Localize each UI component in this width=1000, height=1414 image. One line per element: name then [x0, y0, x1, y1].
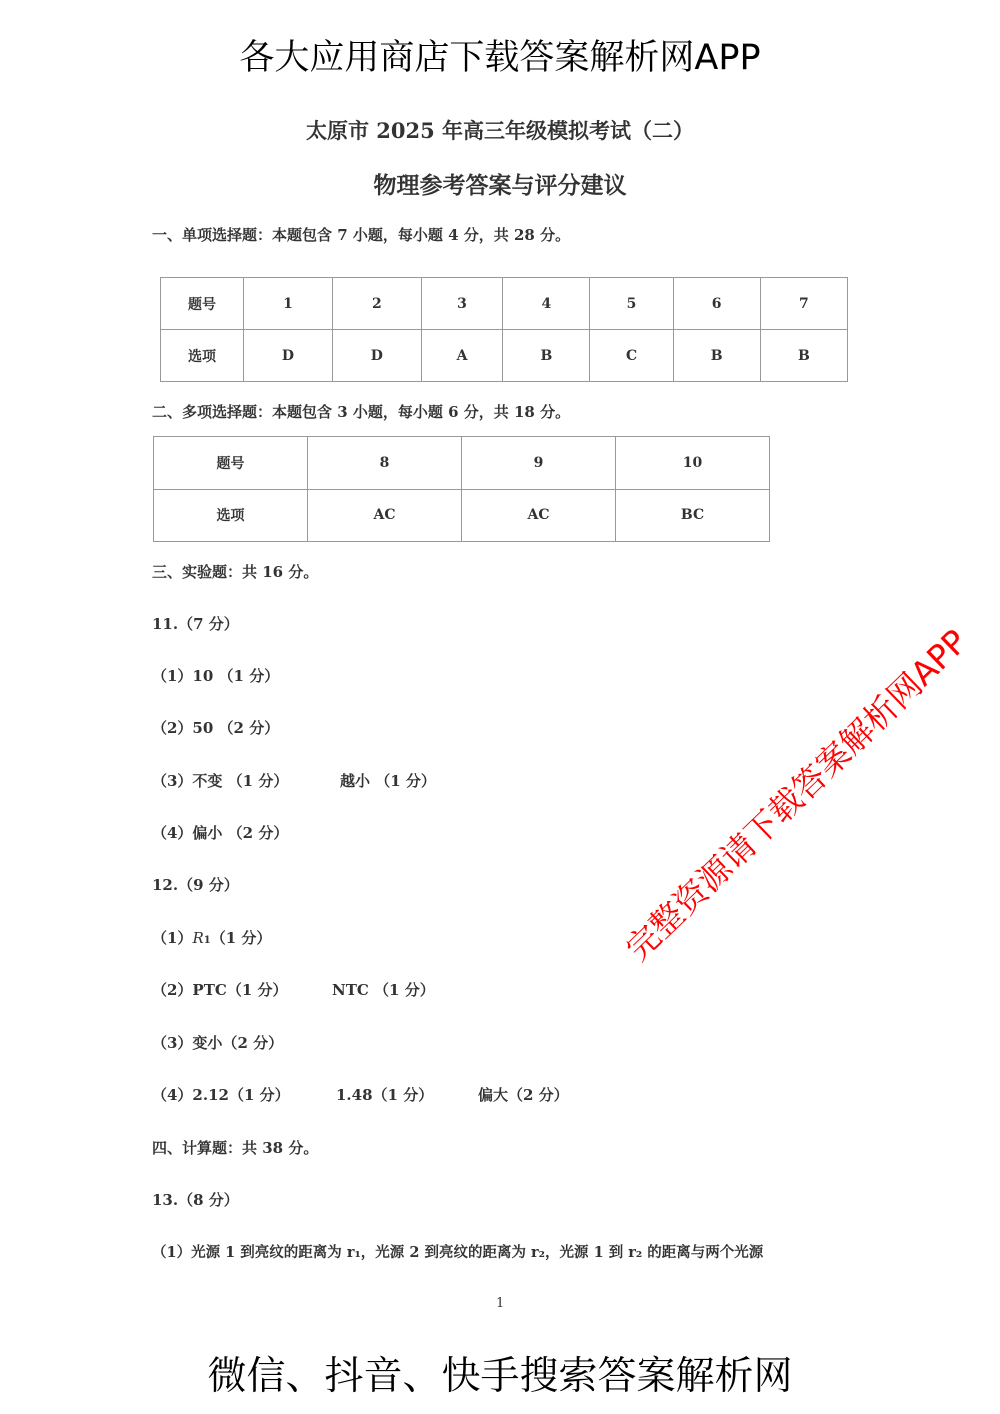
table-cell: A — [421, 330, 502, 382]
variable: R — [192, 929, 204, 947]
q13-title: 13.（8 分） — [152, 1191, 239, 1209]
watermark-app-stores: 各大应用商店下载答案解析网APP — [239, 38, 761, 78]
q12-answer-4c: 偏大（2 分） — [478, 1086, 569, 1104]
table-row — [161, 330, 848, 382]
q11-title: 11.（7 分） — [152, 615, 239, 633]
section1-heading: 一、单项选择题：本题包含 7 小题，每小题 4 分，共 28 分。 — [152, 226, 571, 244]
q12-answer-2a: （2）PTC（1 分） — [152, 981, 288, 999]
table-cell: 选项 — [161, 330, 244, 382]
table-cell: 4 — [503, 278, 590, 330]
table-cell: AC — [462, 489, 616, 542]
q11-answer-1: （1）10 （1 分） — [152, 667, 280, 685]
q11-answer-4: （4）偏小 （2 分） — [152, 824, 289, 842]
section2-heading: 二、多项选择题：本题包含 3 小题，每小题 6 分，共 18 分。 — [152, 403, 571, 421]
q12-answer-2b: NTC （1 分） — [332, 981, 435, 999]
subscript: 1 — [203, 935, 211, 946]
table-cell: BC — [616, 489, 770, 542]
table-cell: 题号 — [161, 278, 244, 330]
table-cell: 选项 — [154, 489, 308, 542]
table-cell: 6 — [673, 278, 760, 330]
q13-line: （1）光源 1 到亮纹的距离为 r₁，光源 2 到亮纹的距离为 r₂，光源 1 到 r₂ 的距离与两个光源 — [152, 1244, 764, 1261]
label: （1） — [152, 929, 193, 947]
q11-answer-3b: 越小 （1 分） — [340, 772, 436, 790]
table-cell: D — [332, 330, 421, 382]
table-cell: C — [590, 330, 673, 382]
watermark-social: 微信、抖音、快手搜索答案解析网 — [207, 1354, 793, 1399]
section3-heading: 三、实验题：共 16 分。 — [152, 563, 319, 581]
table-cell: 7 — [760, 278, 847, 330]
single-choice-table — [160, 277, 848, 382]
section4-heading: 四、计算题：共 38 分。 — [152, 1139, 319, 1157]
table-cell: B — [673, 330, 760, 382]
table-cell: AC — [308, 489, 462, 542]
table-row — [154, 437, 770, 490]
table-cell: 5 — [590, 278, 673, 330]
table-cell: B — [503, 330, 590, 382]
q12-title: 12.（9 分） — [152, 876, 239, 894]
multi-choice-table — [153, 436, 770, 542]
table-cell: 1 — [244, 278, 333, 330]
q11-answer-3a: （3）不变 （1 分） — [152, 772, 289, 790]
document-title: 太原市 2025 年高三年级模拟考试（二） — [305, 118, 695, 143]
table-cell: B — [760, 330, 847, 382]
table-cell: 10 — [616, 437, 770, 490]
table-cell: D — [244, 330, 333, 382]
watermark-red: 完整资源请下载答案解析网APP — [617, 621, 975, 969]
table-cell: 3 — [421, 278, 502, 330]
table-cell: 2 — [332, 278, 421, 330]
document-subtitle: 物理参考答案与评分建议 — [373, 172, 627, 199]
q12-answer-4a: （4）2.12（1 分） — [152, 1086, 290, 1104]
table-row — [161, 278, 848, 330]
q12-answer-4b: 1.48（1 分） — [336, 1086, 434, 1104]
table-cell: 9 — [462, 437, 616, 490]
q12-answer-3: （3）变小（2 分） — [152, 1034, 284, 1052]
table-cell: 8 — [308, 437, 462, 490]
table-cell: 题号 — [154, 437, 308, 490]
q11-answer-2: （2）50 （2 分） — [152, 719, 280, 737]
table-row — [154, 489, 770, 542]
q12-answer-1 — [152, 927, 271, 948]
score: （1 分） — [210, 929, 272, 947]
page-number: 1 — [496, 1296, 505, 1311]
